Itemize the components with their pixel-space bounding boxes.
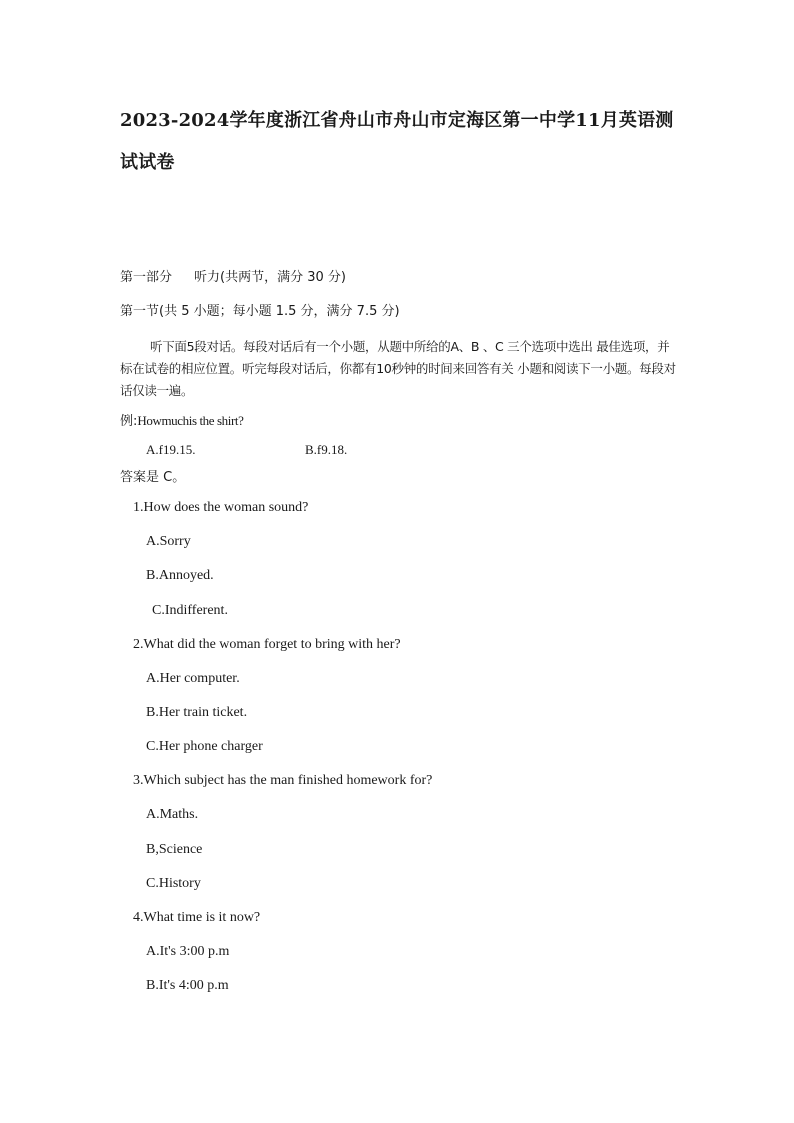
example-prefix: 例: (120, 414, 138, 429)
example-answer: 答案是 C。 (120, 470, 186, 485)
question-4-stem: 4.What time is it now? (133, 910, 261, 925)
example-question-text: Howmuchis the shirt? (137, 413, 244, 428)
question-2-option-c: C.Her phone charger (146, 739, 263, 754)
question-3-option-b: B,Science (146, 842, 203, 857)
question-3-option-a: A.Maths. (146, 807, 199, 822)
question-1-stem: 1.How does the woman sound? (133, 500, 309, 515)
example-option-a: A.f19.15. (146, 442, 196, 457)
part-heading (120, 270, 346, 286)
part-name: 听力(共两节，满分 30 分) (194, 270, 346, 285)
example-option-b: B.f9.18. (305, 442, 348, 457)
question-3-stem: 3.Which subject has the man finished homework for? (133, 773, 433, 788)
question-1-option-c: C.Indifferent. (152, 603, 228, 618)
question-2-option-a: A.Her computer. (146, 671, 240, 686)
section-heading: 第一节(共 5 小题；每小题 1.5 分，满分 7.5 分) (120, 304, 400, 319)
question-1-option-a: A.Sorry (146, 534, 191, 549)
page-title-line-2: 试试卷 (120, 152, 175, 173)
example-question (120, 413, 243, 430)
question-2-option-b: B.Her train ticket. (146, 705, 248, 720)
page-title-line-1: 2023-2024学年度浙江省舟山市舟山市定海区第一中学11月英语测 (120, 110, 674, 131)
part-label: 第一部分 (120, 270, 173, 285)
question-1-option-b: B.Annoyed. (146, 568, 214, 583)
question-2-stem: 2.What did the woman forget to bring with her? (133, 637, 401, 652)
question-4-option-a: A.It's 3:00 p.m (146, 944, 230, 959)
question-4-option-b: B.It's 4:00 p.m (146, 978, 229, 993)
question-3-option-c: C.History (146, 876, 201, 891)
section-instructions: 听下面5段对话。每段对话后有一个小题，从题中所给的A、B 、C 三个选项中选出 最佳选项，并标在试卷的相应位置。听完每段对话后，你都有10秒钟的时间来回答有关 小题和阅读下一小题。每段对话仅读一遍。 (120, 339, 676, 398)
